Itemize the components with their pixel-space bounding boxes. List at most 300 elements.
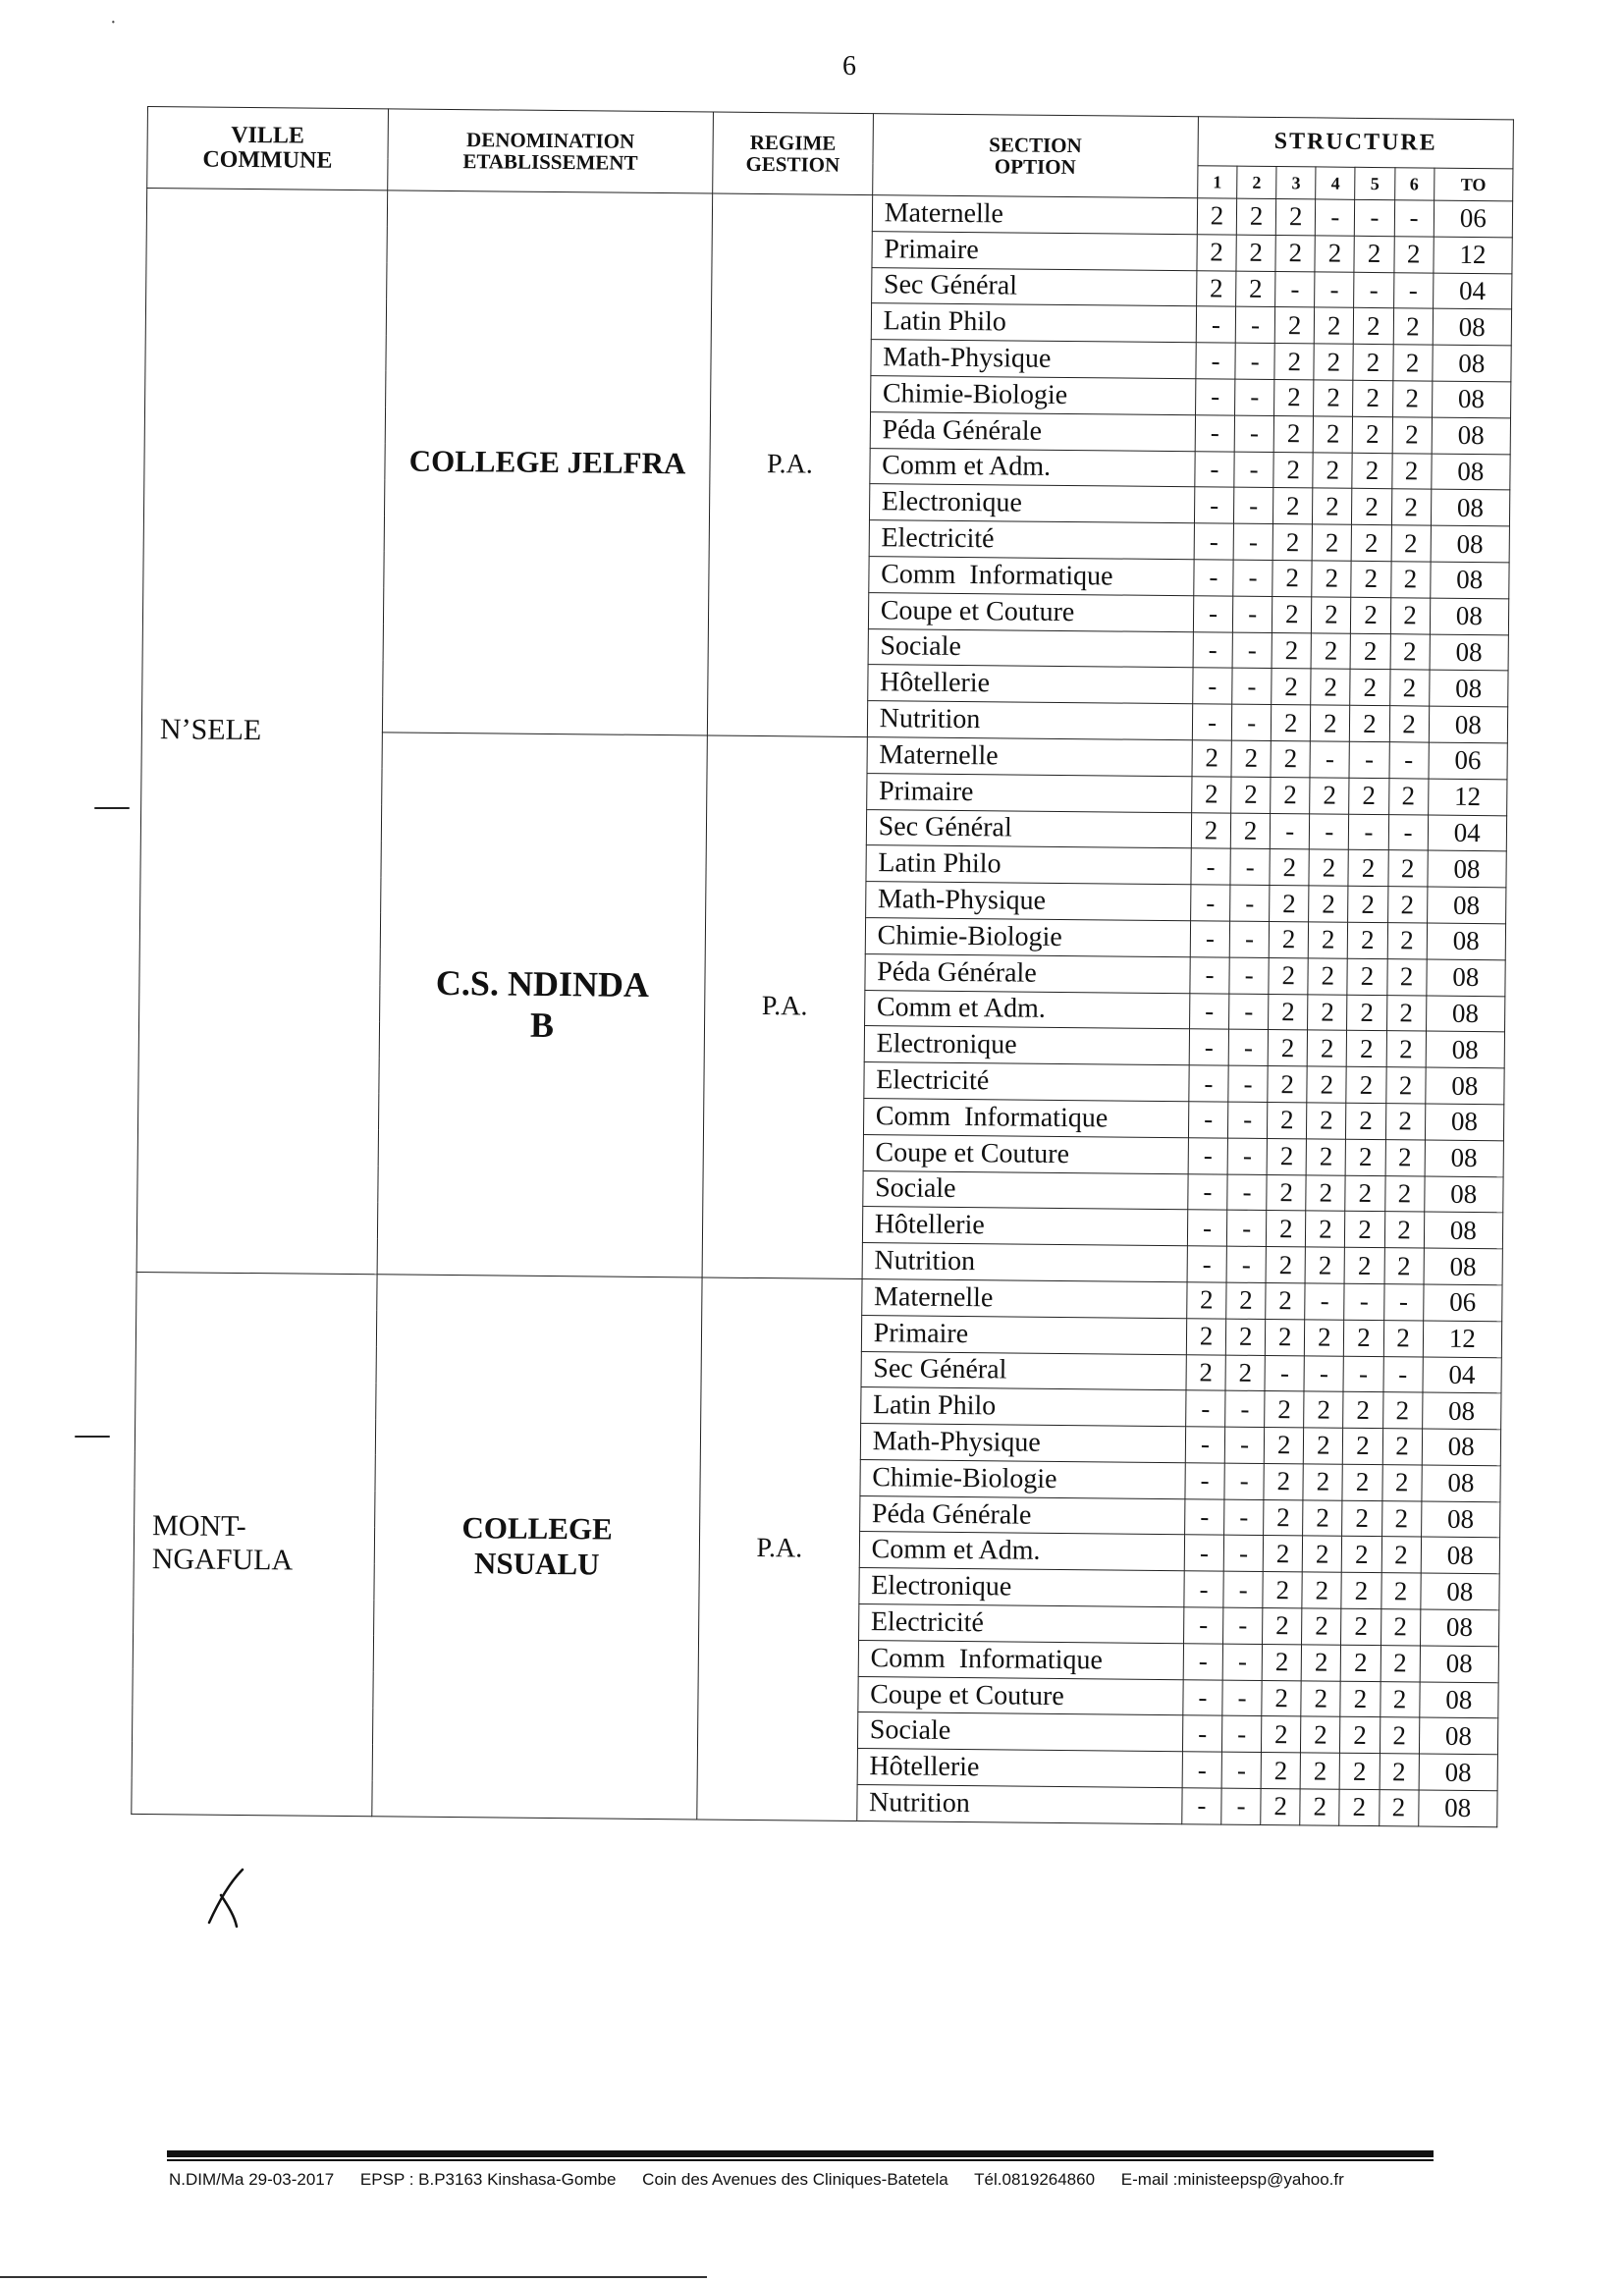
year-5-count-cell: 2 <box>1348 886 1387 922</box>
year-3-count-cell: 2 <box>1268 1102 1307 1138</box>
year-1-count-cell: - <box>1190 921 1229 957</box>
year-1-count-cell: 2 <box>1186 1354 1225 1390</box>
year-5-count-cell: 2 <box>1349 778 1388 814</box>
year-3-count-cell: 2 <box>1270 886 1309 922</box>
total-cell: 08 <box>1425 1067 1504 1105</box>
year-4-count-cell: 2 <box>1302 1608 1341 1645</box>
total-cell: 08 <box>1426 959 1505 997</box>
year-5-count-cell: 2 <box>1353 416 1392 453</box>
year-3-count-cell: 2 <box>1261 1789 1300 1825</box>
year-4-count-cell: 2 <box>1313 452 1352 488</box>
year-3-count-cell: 2 <box>1267 1211 1306 1247</box>
year-1-count-cell: - <box>1183 1644 1222 1680</box>
year-5-count-cell: - <box>1354 272 1393 308</box>
year-3-count-cell: 2 <box>1263 1572 1302 1608</box>
year-2-count-cell: 2 <box>1231 777 1271 813</box>
year-6-count-cell: 2 <box>1381 1500 1421 1537</box>
year-2-count-cell: 2 <box>1225 1319 1265 1355</box>
col-denomination: DENOMINATION ETABLISSEMENT <box>388 109 714 193</box>
section-option-cell: Hôtellerie <box>857 1749 1183 1788</box>
year-1-count-cell: - <box>1194 560 1233 596</box>
total-cell: 08 <box>1428 850 1507 888</box>
total-cell: 04 <box>1423 1357 1502 1394</box>
year-5-count-cell: 2 <box>1340 1717 1380 1754</box>
year-1-count-cell: 2 <box>1186 1318 1225 1354</box>
year-2-count-cell: - <box>1234 452 1273 488</box>
etablissement-cell: COLLEGE JELFRA <box>382 190 713 735</box>
year-2-count-cell: - <box>1229 957 1269 994</box>
section-option-cell: Maternelle <box>867 737 1193 777</box>
total-cell: 08 <box>1422 1429 1501 1466</box>
section-option-cell: Maternelle <box>861 1278 1187 1318</box>
year-5-count-cell: 2 <box>1340 1681 1380 1717</box>
year-6-count-cell: 2 <box>1385 1139 1425 1175</box>
year-1-count-cell: 2 <box>1197 198 1236 235</box>
total-cell: 08 <box>1421 1501 1500 1539</box>
year-2-count-cell: - <box>1225 1390 1265 1427</box>
year-4-count-cell: 2 <box>1306 1211 1345 1247</box>
total-cell: 08 <box>1420 1646 1499 1683</box>
year-5-count-cell: 2 <box>1341 1608 1380 1645</box>
year-6-count-cell: - <box>1393 272 1433 308</box>
year-5-count-cell: 2 <box>1342 1537 1381 1573</box>
year-2-count-cell: - <box>1224 1427 1264 1463</box>
year-6-count-cell: 2 <box>1385 1067 1425 1104</box>
total-cell: 12 <box>1434 237 1513 274</box>
year-5-count-cell: 2 <box>1347 958 1386 995</box>
total-cell: 06 <box>1434 200 1513 238</box>
year-4-count-cell: 2 <box>1312 524 1351 561</box>
year-6-count-cell: 2 <box>1384 1175 1424 1212</box>
year-2-count-cell: - <box>1222 1680 1262 1716</box>
total-cell: 08 <box>1420 1609 1499 1647</box>
year-2-count-cell: 2 <box>1225 1355 1265 1391</box>
year-4-count-cell: 2 <box>1301 1681 1340 1717</box>
year-6-count-cell: - <box>1382 1356 1422 1392</box>
year-2-count-cell: 2 <box>1236 235 1275 271</box>
year-4-count-cell: - <box>1305 1283 1344 1320</box>
section-option-cell: Electronique <box>864 1026 1190 1065</box>
total-cell: 08 <box>1422 1465 1501 1502</box>
section-option-cell: Primaire <box>861 1315 1187 1354</box>
col-year-6: 6 <box>1394 168 1434 200</box>
year-1-count-cell: 2 <box>1192 740 1231 777</box>
regime-gestion-cell: P.A. <box>697 1277 862 1820</box>
year-2-count-cell: - <box>1227 1138 1267 1174</box>
year-5-count-cell: 2 <box>1343 1428 1382 1464</box>
year-1-count-cell: - <box>1183 1679 1222 1715</box>
year-3-count-cell: 2 <box>1261 1753 1300 1789</box>
year-3-count-cell: 2 <box>1275 199 1315 236</box>
year-6-count-cell: 2 <box>1388 778 1428 814</box>
year-1-count-cell: - <box>1188 1102 1227 1138</box>
year-5-count-cell: 2 <box>1340 1754 1380 1790</box>
year-4-count-cell: 2 <box>1301 1645 1340 1681</box>
year-6-count-cell: 2 <box>1381 1465 1421 1501</box>
year-4-count-cell: 2 <box>1313 488 1352 524</box>
section-option-cell: Electricité <box>858 1604 1184 1644</box>
total-cell: 08 <box>1425 1104 1504 1141</box>
total-cell: 08 <box>1427 923 1506 960</box>
year-5-count-cell: 2 <box>1341 1573 1380 1609</box>
footer-rule-thin <box>167 2159 1434 2161</box>
etablissement-cell: COLLEGE NSUALU <box>372 1275 703 1820</box>
footer-location: Coin des Avenues des Cliniques-Batetela <box>642 2170 948 2189</box>
year-6-count-cell: 2 <box>1384 1248 1424 1284</box>
page-number: 6 <box>842 51 856 82</box>
year-2-count-cell: 2 <box>1231 740 1271 777</box>
year-2-count-cell: - <box>1233 523 1272 560</box>
ville-commune-cell: N’SELE <box>136 189 387 1275</box>
year-6-count-cell: 2 <box>1379 1790 1418 1826</box>
year-2-count-cell: - <box>1233 560 1272 596</box>
col-total: TO <box>1434 168 1513 201</box>
year-4-count-cell: 2 <box>1312 561 1351 597</box>
total-cell: 08 <box>1432 345 1511 382</box>
year-2-count-cell: - <box>1223 1607 1263 1644</box>
year-5-count-cell: 2 <box>1350 633 1389 670</box>
year-2-count-cell: - <box>1226 1246 1266 1282</box>
year-6-count-cell: 2 <box>1391 489 1431 525</box>
etablissement-cell: C.S. NDINDA B <box>377 733 708 1277</box>
year-1-count-cell: - <box>1182 1715 1221 1752</box>
year-6-count-cell: 2 <box>1393 308 1433 345</box>
year-3-count-cell: 2 <box>1274 344 1314 380</box>
year-1-count-cell: 2 <box>1197 235 1236 271</box>
year-3-count-cell: 2 <box>1269 921 1308 957</box>
year-2-count-cell: - <box>1234 488 1273 524</box>
year-6-count-cell: 2 <box>1387 850 1427 887</box>
year-4-count-cell: 2 <box>1308 994 1347 1030</box>
year-4-count-cell: 2 <box>1315 307 1354 344</box>
year-3-count-cell: 2 <box>1266 1319 1305 1355</box>
year-1-count-cell: - <box>1193 631 1232 668</box>
col-year-5: 5 <box>1355 167 1394 199</box>
regime-gestion-cell: P.A. <box>702 735 867 1278</box>
year-4-count-cell: 2 <box>1306 1139 1345 1175</box>
footer-tel: Tél.0819264860 <box>974 2170 1096 2189</box>
year-3-count-cell: 2 <box>1264 1428 1303 1464</box>
year-2-count-cell: - <box>1234 415 1273 452</box>
year-5-count-cell: 2 <box>1354 308 1393 345</box>
year-1-count-cell: - <box>1193 668 1232 704</box>
total-cell: 08 <box>1426 996 1505 1033</box>
year-4-count-cell: 2 <box>1310 778 1349 814</box>
year-1-count-cell: - <box>1196 306 1235 343</box>
year-1-count-cell: - <box>1182 1752 1221 1788</box>
year-2-count-cell: - <box>1230 885 1270 921</box>
year-1-count-cell: - <box>1191 848 1230 885</box>
year-5-count-cell: - <box>1349 741 1388 778</box>
year-4-count-cell: 2 <box>1304 1428 1343 1464</box>
year-6-count-cell: 2 <box>1393 236 1433 272</box>
year-5-count-cell: 2 <box>1344 1247 1383 1283</box>
year-5-count-cell: 2 <box>1352 489 1391 525</box>
year-3-count-cell: - <box>1265 1355 1304 1391</box>
section-option-cell: Chimie-Biologie <box>865 917 1191 956</box>
year-4-count-cell: 2 <box>1302 1572 1341 1608</box>
section-option-cell: Sec Général <box>861 1351 1187 1390</box>
ville-commune-cell: MONT- NGAFULA <box>132 1272 377 1816</box>
year-1-count-cell: - <box>1188 1137 1227 1173</box>
year-5-count-cell: 2 <box>1351 597 1390 633</box>
year-4-count-cell: 2 <box>1305 1247 1344 1283</box>
total-cell: 08 <box>1419 1717 1498 1755</box>
year-2-count-cell: - <box>1221 1788 1261 1824</box>
section-option-cell: Nutrition <box>862 1243 1188 1282</box>
year-1-count-cell: - <box>1189 1029 1228 1065</box>
section-option-cell: Latin Philo <box>866 845 1192 885</box>
section-option-cell: Maternelle <box>872 195 1198 235</box>
total-cell: 04 <box>1433 273 1512 310</box>
year-2-count-cell: - <box>1227 1174 1267 1211</box>
year-6-count-cell: 2 <box>1392 381 1432 417</box>
year-5-count-cell: 2 <box>1348 922 1387 958</box>
year-2-count-cell: - <box>1232 668 1272 704</box>
year-6-count-cell: 2 <box>1386 1031 1426 1067</box>
year-4-count-cell: 2 <box>1311 632 1350 669</box>
year-4-count-cell: - <box>1310 741 1349 778</box>
year-2-count-cell: - <box>1230 848 1270 885</box>
year-1-count-cell: - <box>1186 1390 1225 1427</box>
year-2-count-cell: - <box>1228 1065 1268 1102</box>
year-3-count-cell: 2 <box>1267 1174 1306 1211</box>
section-option-cell: Sociale <box>857 1712 1183 1752</box>
year-5-count-cell: 2 <box>1344 1320 1383 1356</box>
year-5-count-cell: 2 <box>1339 1789 1379 1825</box>
year-3-count-cell: 2 <box>1273 488 1313 524</box>
margin-tick-mark <box>94 807 130 809</box>
total-cell: 08 <box>1430 598 1509 635</box>
total-cell: 08 <box>1419 1754 1498 1791</box>
footer-ref: N.DIM/Ma 29-03-2017 <box>169 2170 335 2189</box>
year-3-count-cell: 2 <box>1263 1536 1302 1572</box>
year-5-count-cell: 2 <box>1353 344 1392 380</box>
total-cell: 06 <box>1423 1284 1502 1322</box>
section-option-cell: Sociale <box>868 628 1194 668</box>
section-option-cell: Electricité <box>864 1062 1190 1102</box>
section-option-cell: Nutrition <box>867 701 1193 740</box>
total-cell: 08 <box>1430 634 1509 672</box>
year-6-count-cell: 2 <box>1380 1609 1420 1646</box>
year-6-count-cell: 2 <box>1387 887 1427 923</box>
year-2-count-cell: 2 <box>1226 1282 1266 1319</box>
year-1-count-cell: - <box>1193 596 1232 632</box>
year-2-count-cell: - <box>1235 379 1274 415</box>
year-6-count-cell: 2 <box>1385 1104 1425 1140</box>
section-option-cell: Comm Informatique <box>868 557 1194 596</box>
year-5-count-cell: 2 <box>1350 670 1389 706</box>
total-cell: 08 <box>1419 1682 1498 1719</box>
scan-dot: · <box>110 12 117 33</box>
year-3-count-cell: 2 <box>1262 1644 1301 1680</box>
year-4-count-cell: 2 <box>1314 344 1353 380</box>
year-1-count-cell: - <box>1188 1173 1227 1210</box>
year-3-count-cell: 2 <box>1272 524 1312 561</box>
year-2-count-cell: - <box>1231 704 1271 740</box>
year-1-count-cell: - <box>1189 993 1228 1029</box>
year-2-count-cell: - <box>1228 1102 1268 1138</box>
col-year-1: 1 <box>1198 166 1237 198</box>
year-6-count-cell: 2 <box>1382 1429 1422 1465</box>
year-5-count-cell: 2 <box>1343 1392 1382 1429</box>
year-3-count-cell: 2 <box>1264 1499 1303 1536</box>
year-1-count-cell: 2 <box>1192 776 1231 812</box>
year-3-count-cell: 2 <box>1262 1716 1301 1753</box>
year-3-count-cell: 2 <box>1267 1138 1306 1174</box>
year-3-count-cell: 2 <box>1268 1066 1307 1103</box>
year-3-count-cell: 2 <box>1272 669 1311 705</box>
year-5-count-cell: 2 <box>1341 1645 1380 1681</box>
section-option-cell: Hôtellerie <box>867 665 1193 704</box>
col-year-4: 4 <box>1316 167 1355 199</box>
year-3-count-cell: 2 <box>1269 957 1308 994</box>
year-3-count-cell: 2 <box>1270 849 1309 886</box>
year-2-count-cell: 2 <box>1236 271 1275 307</box>
year-2-count-cell: - <box>1222 1716 1262 1753</box>
col-year-2: 2 <box>1237 166 1276 198</box>
year-1-count-cell: - <box>1189 1065 1228 1102</box>
section-option-cell: Comm et Adm. <box>864 990 1190 1029</box>
total-cell: 08 <box>1431 525 1510 563</box>
year-4-count-cell: 2 <box>1304 1391 1343 1428</box>
year-5-count-cell: 2 <box>1345 1175 1384 1212</box>
year-1-count-cell: - <box>1183 1607 1222 1644</box>
section-option-cell: Math-Physique <box>871 340 1197 379</box>
year-4-count-cell: 2 <box>1305 1320 1344 1356</box>
year-4-count-cell: 2 <box>1314 380 1353 416</box>
year-5-count-cell: - <box>1349 814 1388 850</box>
year-4-count-cell: - <box>1304 1355 1343 1391</box>
year-6-count-cell: 2 <box>1383 1320 1423 1356</box>
year-3-count-cell: - <box>1270 813 1309 849</box>
total-cell: 08 <box>1429 706 1508 743</box>
year-5-count-cell: - <box>1344 1283 1383 1320</box>
year-6-count-cell: 2 <box>1386 958 1426 995</box>
total-cell: 12 <box>1423 1321 1502 1358</box>
section-option-cell: Primaire <box>866 773 1192 812</box>
year-2-count-cell: - <box>1223 1536 1263 1572</box>
year-4-count-cell: 2 <box>1303 1536 1342 1572</box>
year-6-count-cell: 2 <box>1387 923 1427 959</box>
year-2-count-cell: - <box>1229 994 1269 1030</box>
total-cell: 08 <box>1424 1248 1503 1285</box>
section-option-cell: Coupe et Couture <box>863 1134 1189 1173</box>
total-cell: 08 <box>1425 1140 1504 1177</box>
year-6-count-cell: 2 <box>1386 995 1426 1031</box>
section-option-cell: Sociale <box>862 1170 1188 1210</box>
year-3-count-cell: 2 <box>1274 380 1314 416</box>
year-3-count-cell: - <box>1275 271 1315 307</box>
year-1-count-cell: - <box>1194 523 1233 560</box>
year-6-count-cell: 2 <box>1392 345 1432 381</box>
total-cell: 04 <box>1428 815 1507 852</box>
section-option-cell: Hôtellerie <box>862 1207 1188 1246</box>
year-2-count-cell: - <box>1232 632 1272 669</box>
year-1-count-cell: - <box>1185 1427 1224 1463</box>
section-option-cell: Latin Philo <box>860 1387 1186 1427</box>
year-4-count-cell: 2 <box>1303 1500 1342 1537</box>
table-body <box>132 189 1513 1827</box>
year-3-count-cell: 2 <box>1272 596 1312 632</box>
footer <box>169 2170 1445 2190</box>
year-3-count-cell: 2 <box>1266 1282 1305 1319</box>
year-6-count-cell: 2 <box>1390 562 1430 598</box>
year-2-count-cell: - <box>1223 1571 1263 1607</box>
year-6-count-cell: 2 <box>1382 1392 1422 1429</box>
year-3-count-cell: 2 <box>1272 560 1312 596</box>
year-6-count-cell: 2 <box>1391 453 1431 489</box>
section-option-cell: Math-Physique <box>865 882 1191 921</box>
total-cell: 08 <box>1420 1573 1499 1610</box>
year-6-count-cell: - <box>1388 814 1428 850</box>
year-5-count-cell: 2 <box>1352 453 1391 489</box>
table-header <box>147 107 1514 201</box>
section-option-cell: Electronique <box>869 484 1195 523</box>
year-1-count-cell: - <box>1191 885 1230 921</box>
year-5-count-cell: 2 <box>1346 1139 1385 1175</box>
year-5-count-cell: 2 <box>1351 561 1390 597</box>
year-2-count-cell: 2 <box>1230 813 1270 849</box>
year-1-count-cell: - <box>1187 1210 1226 1246</box>
year-6-count-cell: 2 <box>1380 1646 1420 1682</box>
year-1-count-cell: - <box>1185 1498 1224 1535</box>
year-4-count-cell: 2 <box>1308 958 1347 995</box>
year-3-count-cell: 2 <box>1272 705 1311 741</box>
section-option-cell: Comm et Adm. <box>859 1532 1185 1571</box>
total-cell: 08 <box>1433 308 1512 346</box>
year-5-count-cell: 2 <box>1353 380 1392 416</box>
year-2-count-cell: - <box>1229 921 1269 957</box>
total-cell: 08 <box>1429 670 1508 707</box>
section-option-cell: Comm et Adm. <box>870 448 1196 487</box>
year-2-count-cell: - <box>1226 1210 1266 1246</box>
year-4-count-cell: - <box>1316 199 1355 236</box>
section-option-cell: Coupe et Couture <box>858 1676 1184 1715</box>
footer-address: EPSP : B.P3163 Kinshasa-Gombe <box>359 2170 617 2189</box>
total-cell: 08 <box>1418 1790 1497 1827</box>
year-1-count-cell: 2 <box>1191 812 1230 848</box>
year-4-count-cell: - <box>1310 813 1349 849</box>
year-1-count-cell: - <box>1187 1246 1226 1282</box>
year-4-count-cell: 2 <box>1309 886 1348 922</box>
year-2-count-cell: - <box>1235 307 1274 344</box>
year-2-count-cell: - <box>1228 1029 1268 1065</box>
total-cell: 06 <box>1429 742 1508 780</box>
year-5-count-cell: 2 <box>1350 705 1389 741</box>
school-structure-table <box>131 106 1514 1827</box>
year-5-count-cell: 2 <box>1342 1464 1381 1500</box>
year-2-count-cell: - <box>1224 1463 1264 1499</box>
year-1-count-cell: - <box>1190 956 1229 993</box>
year-1-count-cell: - <box>1182 1788 1221 1824</box>
total-cell: 08 <box>1422 1392 1501 1430</box>
section-option-cell: Electricité <box>869 520 1195 560</box>
year-5-count-cell: 2 <box>1346 1103 1385 1139</box>
year-3-count-cell: 2 <box>1274 307 1314 344</box>
total-cell: 08 <box>1431 454 1510 491</box>
year-3-count-cell: 2 <box>1263 1608 1302 1645</box>
total-cell: 08 <box>1421 1538 1500 1575</box>
regime-gestion-cell: P.A. <box>708 193 873 736</box>
section-option-cell: Péda Générale <box>865 953 1191 993</box>
year-6-count-cell: 2 <box>1392 416 1432 453</box>
year-6-count-cell: 2 <box>1391 525 1431 562</box>
year-5-count-cell: 2 <box>1342 1500 1381 1537</box>
col-section: SECTION OPTION <box>872 114 1198 198</box>
year-1-count-cell: 2 <box>1197 270 1236 306</box>
year-5-count-cell: 2 <box>1347 1031 1386 1067</box>
